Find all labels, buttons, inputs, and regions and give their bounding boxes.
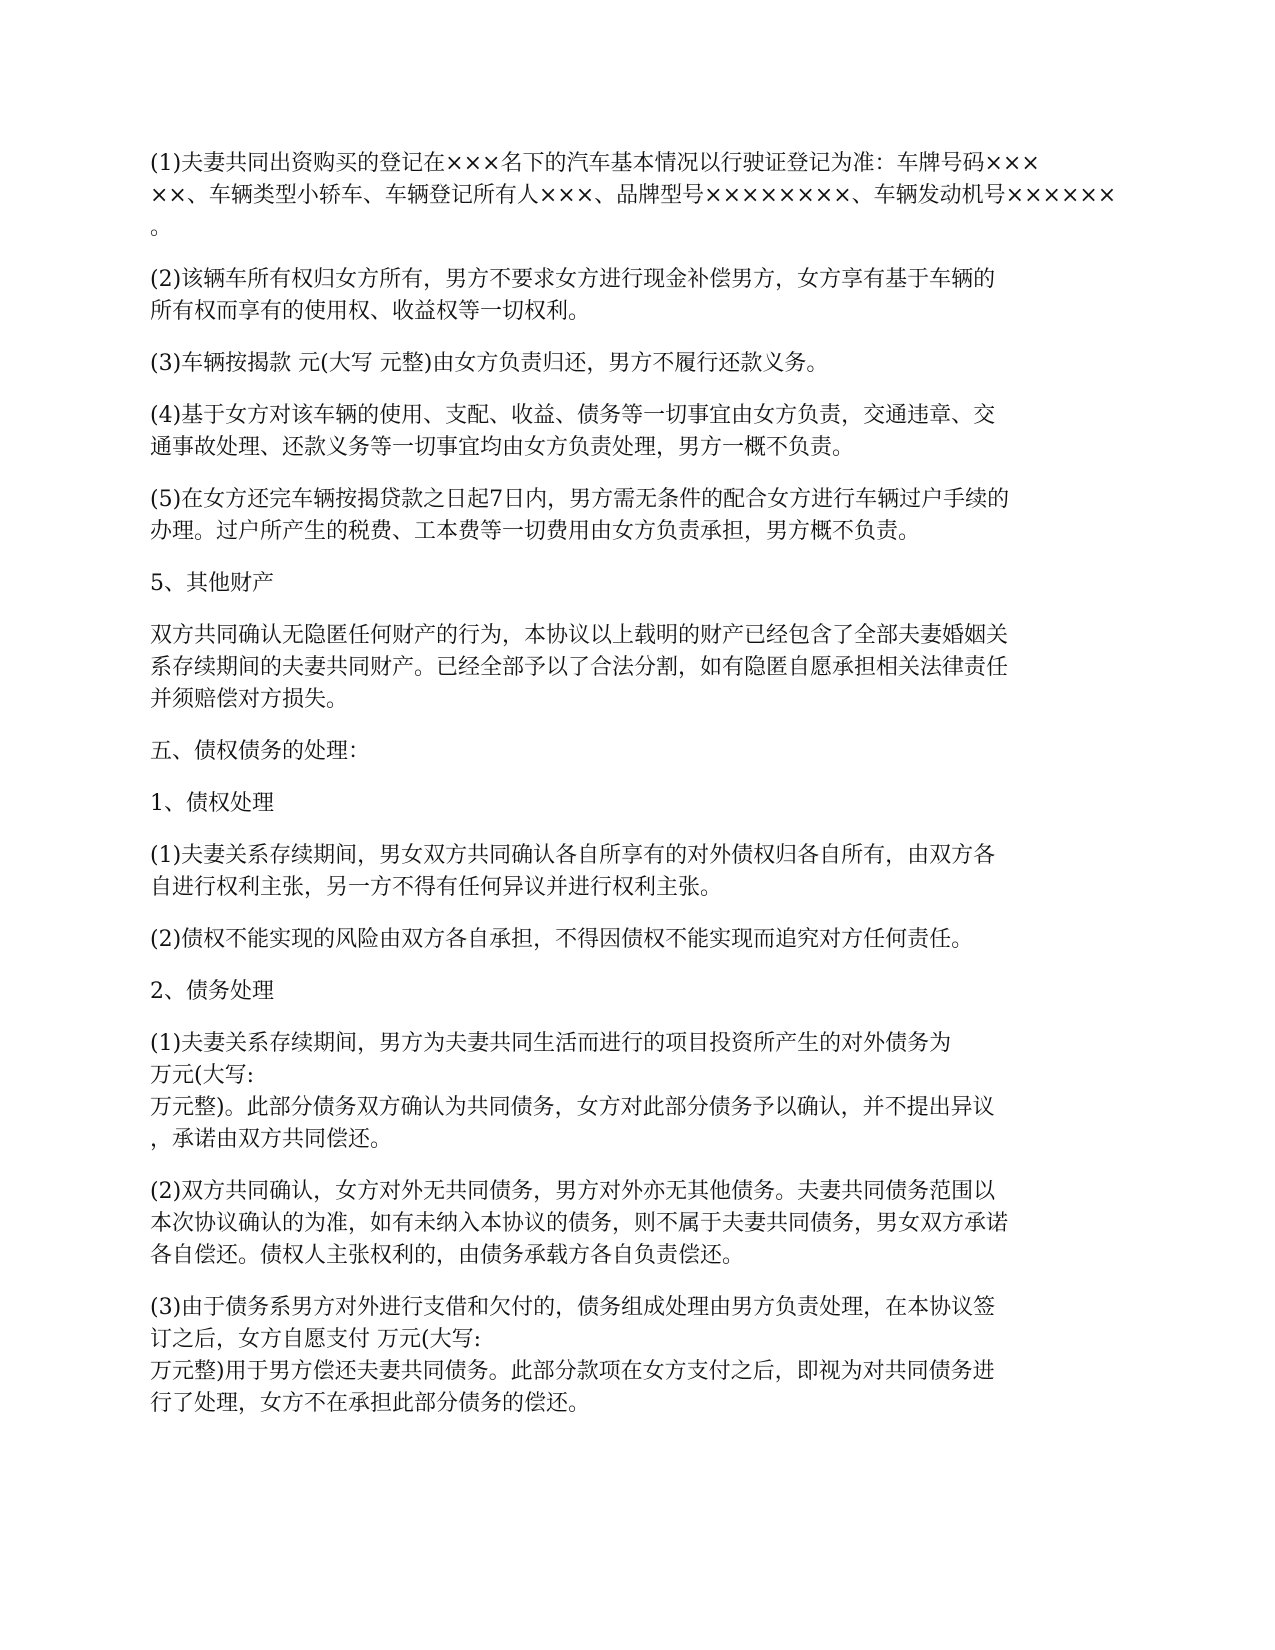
paragraph-claims-risk: (2)债权不能实现的风险由双方各自承担，不得因债权不能实现而追究对方任何责任。	[150, 927, 974, 952]
paragraph-claims-ownership: (1)夫妻关系存续期间，男女双方共同确认各自所享有的对外债权归各自所有，由双方各 自进行权利主张，另一方不得有任何异议并进行权利主张。	[150, 843, 996, 900]
paragraph-vehicle-transfer: (5)在女方还完车辆按揭贷款之日起7日内，男方需无条件的配合女方进行车辆过户手续的 办理。过户所产生的税费、工本费等一切费用由女方负责承担，男方概不负责。	[150, 487, 1010, 544]
document-page	[150, 148, 1125, 1440]
subsection-heading-debt-handling: 2、债务处理	[150, 979, 274, 1004]
section-heading-debts: 五、债权债务的处理：	[150, 739, 371, 764]
paragraph-joint-debt: (1)夫妻关系存续期间，男方为夫妻共同生活而进行的项目投资所产生的对外债务为 万元(大写: 万元整)。此部分债务双方确认为共同债务，女方对此部分债务予以确认，并不提出异议 ，承诺由双方共同偿还。	[150, 1031, 995, 1152]
paragraph-no-hidden-assets: 双方共同确认无隐匿任何财产的行为，本协议以上载明的财产已经包含了全部夫妻婚姻关 系存续期间的夫妻共同财产。已经全部予以了合法分割，如有隐匿自愿承担相关法律责任 并须赔偿对方损失。	[150, 623, 1009, 712]
section-heading-other-property: 5、其他财产	[150, 571, 274, 596]
subsection-heading-claims: 1、债权处理	[150, 791, 274, 816]
paragraph-vehicle-responsibility: (4)基于女方对该车辆的使用、支配、收益、债务等一切事宜由女方负责，交通违章、交 通事故处理、还款义务等一切事宜均由女方负责处理，男方一概不负责。	[150, 403, 996, 460]
paragraph-vehicle-info: (1)夫妻共同出资购买的登记在×××名下的汽车基本情况以行驶证登记为准：车牌号码××× ××、车辆类型小轿车、车辆登记所有人×××、品牌型号××××××××、车辆发动机号×××××× 。	[150, 151, 1117, 240]
paragraph-vehicle-mortgage: (3)车辆按揭款 元(大写 元整)由女方负责归还，男方不履行还款义务。	[150, 351, 829, 376]
paragraph-debt-payment: (3)由于债务系男方对外进行支借和欠付的，债务组成处理由男方负责处理，在本协议签 订之后，女方自愿支付 万元(大写: 万元整)用于男方偿还夫妻共同债务。此部分款项在女方支付之后，即视为对共同债务进 行了处理，女方不在承担此部分债务的偿还。	[150, 1295, 996, 1416]
paragraph-no-other-debts: (2)双方共同确认，女方对外无共同债务，男方对外亦无其他债务。夫妻共同债务范围以 本次协议确认的为准，如有未纳入本协议的债务，则不属于夫妻共同债务，男女双方承诺 各自偿还。债权人主张权利的，由债务承载方各自负责偿还。	[150, 1179, 1009, 1268]
paragraph-vehicle-ownership: (2)该辆车所有权归女方所有，男方不要求女方进行现金补偿男方，女方享有基于车辆的 所有权而享有的使用权、收益权等一切权利。	[150, 267, 996, 324]
